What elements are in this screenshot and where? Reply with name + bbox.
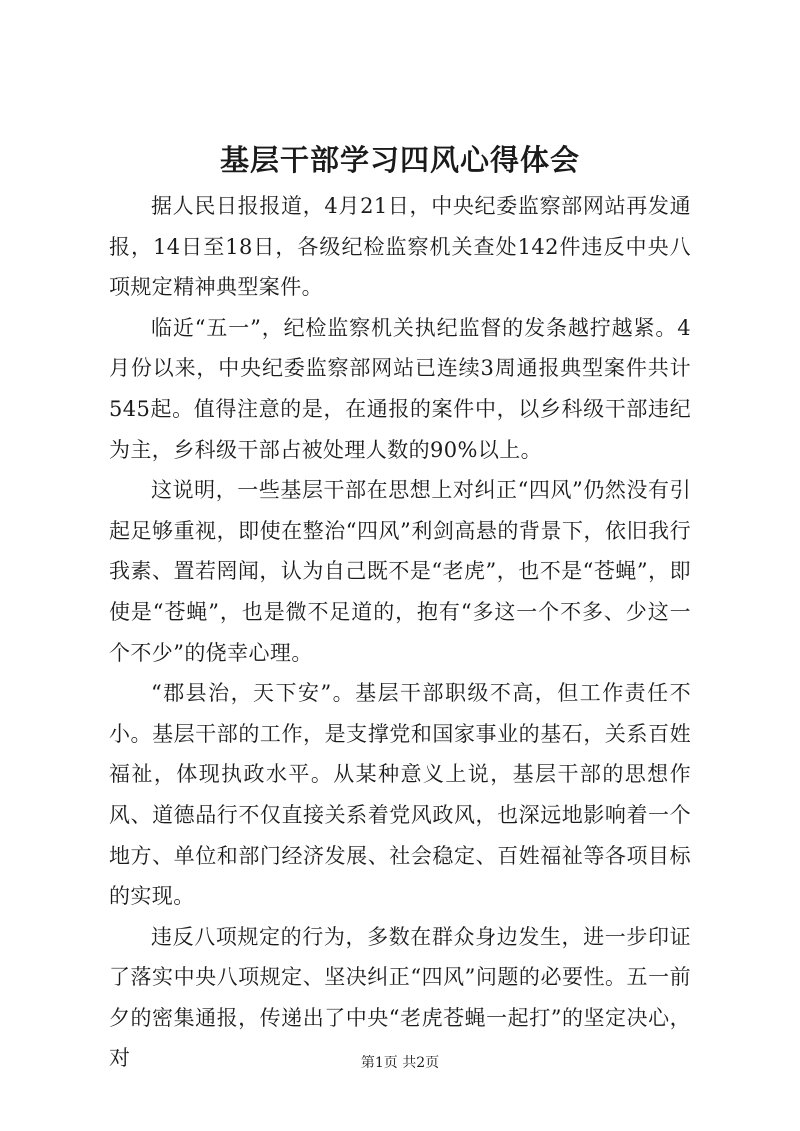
paragraph-1: 据人民日报报道，4月21日，中央纪委监察部网站再发通报，14日至18日，各级纪检监察机关查处142件违反中央八项规定精神典型案件。 — [109, 194, 691, 300]
document-body — [109, 186, 691, 1079]
paragraph-5: 违反八项规定的行为，多数在群众身边发生，进一步印证了落实中央八项规定、坚决纠正“四风”问题的必要性。五一前夕的密集通报，传递出了中央“老虎苍蝇一起打”的坚定决心，对 — [109, 924, 691, 1071]
page-number-footer: 第1页 共2页 — [360, 1055, 440, 1071]
paragraph-4: “郡县治，天下安”。基层干部职级不高，但工作责任不小。基层干部的工作，是支撑党和国家事业的基石，关系百姓福祉，体现执政水平。从某种意义上说，基层干部的思想作风、道德品行不仅直接关系着党风政风，也深远地影响着一个地方、单位和部门经济发展、社会稳定、百姓福祉等各项目标的实现。 — [109, 681, 691, 909]
paragraph-3: 这说明，一些基层干部在思想上对纠正“四风”仍然没有引起足够重视，即使在整治“四风”利剑高悬的背景下，依旧我行我素、置若罔闻，认为自己既不是“老虎”，也不是“苍蝇”，即使是“苍蝇”，也是微不足道的，抱有“多这一个不多、少这一个不少”的侥幸心理。 — [109, 478, 691, 665]
paragraph-2: 临近“五一”，纪检监察机关执纪监督的发条越拧越紧。4月份以来，中央纪委监察部网站已连续3周通报典型案件共计545起。值得注意的是，在通报的案件中，以乡科级干部违纪为主，乡科级干部占被处理人数的90%以上。 — [109, 315, 691, 462]
document-title: 基层干部学习四风心得体会 — [219, 143, 580, 177]
